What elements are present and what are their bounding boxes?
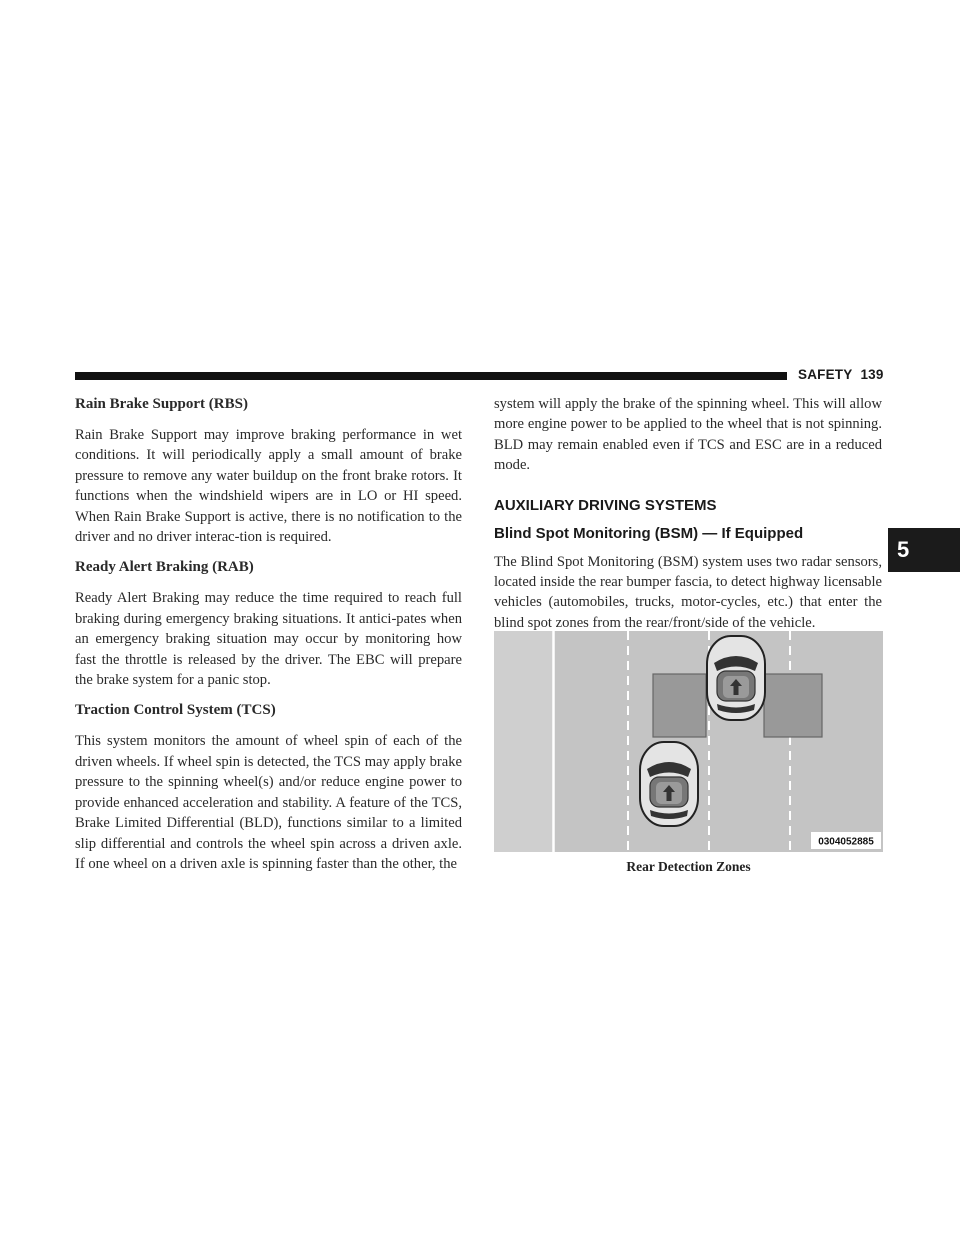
right-column xyxy=(494,394,882,643)
header-rule xyxy=(75,372,787,380)
left-detection-zone xyxy=(653,674,706,737)
running-header xyxy=(798,367,884,382)
left-column xyxy=(75,394,462,884)
approaching-vehicle xyxy=(640,742,698,826)
section-heading: Blind Spot Monitoring (BSM) — If Equipped xyxy=(494,524,804,542)
right-detection-zone xyxy=(764,674,822,737)
body-paragraph: Rain Brake Support may improve braking performance in wet conditions. It will periodically apply a small amount of brake pressure to remove any water buildup on the front brake rotors. It functions when the windshield wipers are in LO or HI speed. When Rain Brake Support is active, there is no notification to the driver and no driver interac-tion is required. xyxy=(75,427,462,546)
road-shoulder xyxy=(494,631,554,852)
section-name: SAFETY xyxy=(798,367,853,382)
figure-caption: Rear Detection Zones xyxy=(626,859,751,874)
chapter-tab[interactable]: 5 xyxy=(888,528,960,572)
section-heading: AUXILIARY DRIVING SYSTEMS xyxy=(494,496,717,514)
road-illustration xyxy=(494,631,883,852)
figure-code: 0304052885 xyxy=(818,836,874,848)
section-heading: Ready Alert Braking (RAB) xyxy=(75,559,254,576)
section-heading: Traction Control System (TCS) xyxy=(75,702,276,719)
body-paragraph: The Blind Spot Monitoring (BSM) system uses two radar sensors, located inside the rear bumper fascia, to detect highway licensable vehicles (automobiles, trucks, motor-cycles, etc.) that enter the blind spot zones from the rear/front/side of the vehicle. xyxy=(494,553,882,631)
body-paragraph: system will apply the brake of the spinning wheel. This will allow more engine power to be applied to the wheel that is not spinning. BLD may remain enabled even if TCS and ESC are in a reduced mode. xyxy=(494,396,882,474)
host-vehicle xyxy=(707,636,765,720)
body-paragraph: This system monitors the amount of wheel spin of each of the driven wheels. If wheel spin is detected, the TCS may apply brake pressure to the spinning wheel(s) and/or reduce engine power to provide enhanced acceleration and stability. A feature of the TCS, Brake Limited Differential (BLD), functions similar to a limited slip differential and controls the wheel spin across a driven axle. If one wheel on a driven axle is spinning faster than the other, the xyxy=(75,733,462,872)
section-heading: Rain Brake Support (RBS) xyxy=(75,396,248,412)
page-number: 139 xyxy=(860,367,884,382)
body-paragraph: Ready Alert Braking may reduce the time required to reach full braking during emergency braking situations. It antici-pates when an emergency braking situation may occur by monitoring how fast the throttle is released by the driver. The EBC will prepare the brake system for a panic stop. xyxy=(75,590,462,689)
rear-detection-zones-figure xyxy=(494,631,883,852)
